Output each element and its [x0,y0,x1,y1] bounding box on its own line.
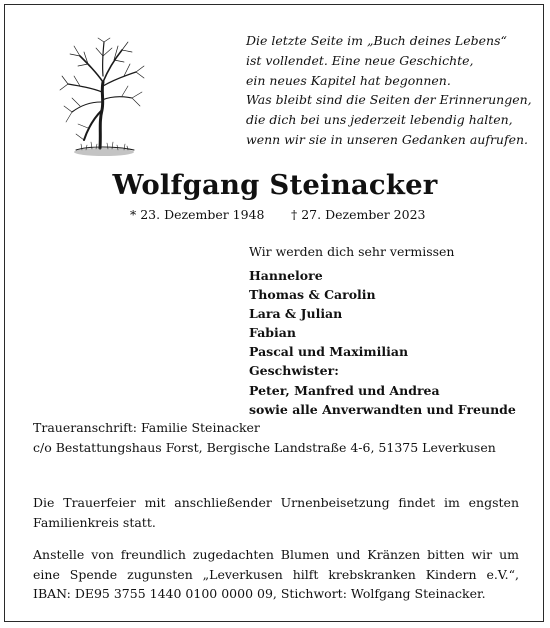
bare-tree-icon [58,36,148,164]
deceased-name: Wolfgang Steinacker [112,169,438,201]
address-line: c/o Bestattungshaus Forst, Bergische Landstraße 4-6, 51375 Leverkusen [33,439,496,455]
mourner-entry: sowie alle Anverwandten und Freunde [249,401,516,417]
mourners-list [249,266,516,419]
address-line: Traueranschrift: Familie Steinacker [33,420,260,435]
mourner-entry: Lara & Julian [249,306,343,322]
mourner-entry: Pascal und Maximilian [249,344,409,360]
mourner-entry: Hannelore [249,268,323,283]
donation-line: Anstelle von freundlich zugedachten Blumen und Kränzen bitten wir um [33,547,519,562]
donation-line: eine Spende zugunsten „Leverkusen hilft krebskranken Kindern e.V.“, [33,566,519,582]
donation-line: IBAN: DE95 3755 1440 0100 0000 09, Stichwort: Wolfgang Steinacker. [33,586,486,602]
poem-line: Die letzte Seite im „Buch deines Lebens“ [246,33,507,48]
ceremony-line: Die Trauerfeier mit anschließender Urnenbeisetzung findet im engsten [33,495,519,510]
death-date: † 27. Dezember 2023 [291,207,426,222]
poem-line: die dich bei uns jederzeit lebendig halten, [246,112,513,128]
donation-notice [33,545,519,604]
poem-line: ist vollendet. Eine neue Geschichte, [246,52,474,68]
ceremony-notice [33,493,519,532]
poem-line: wenn wir sie in unseren Gedanken aufrufen. [246,131,529,147]
poem-line: Was bleibt sind die Seiten der Erinnerungen, [246,92,532,108]
mourner-entry: Peter, Manfred und Andrea [249,382,440,398]
mourner-entry: Fabian [249,325,296,341]
ceremony-line: Familienkreis statt. [33,514,156,530]
poem-line: ein neues Kapitel hat begonnen. [246,72,451,88]
mourning-address [33,418,519,457]
birth-date: * 23. Dezember 1948 [130,207,265,222]
mourner-entry: Geschwister: [249,363,339,379]
mourner-entry: Thomas & Carolin [249,287,376,303]
poem [246,31,542,150]
farewell-line: Wir werden dich sehr vermissen [249,244,455,259]
